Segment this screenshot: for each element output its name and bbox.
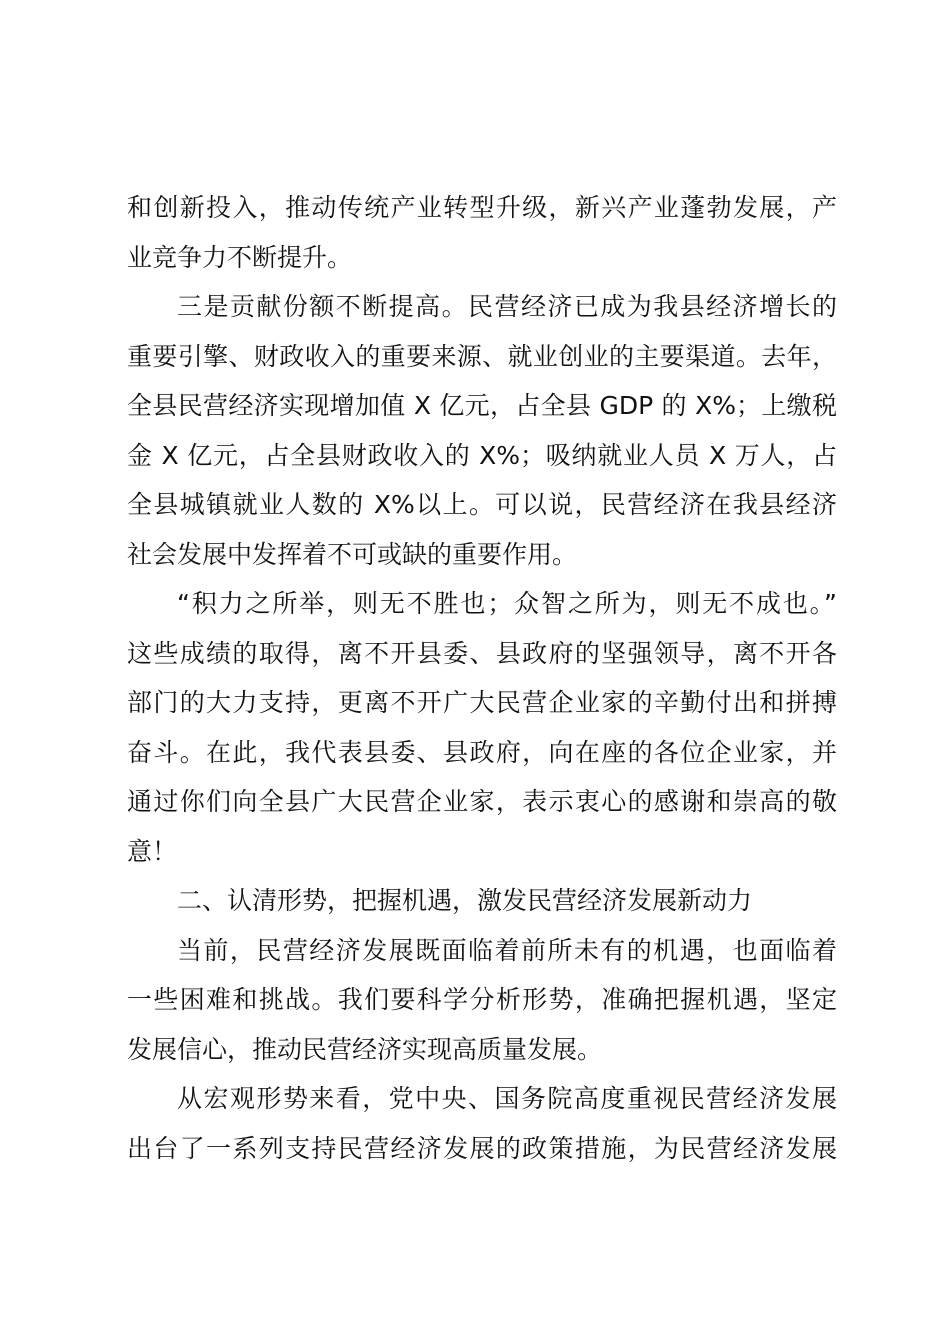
text-line: 当前，民营经济发展既面临着前所未有的机遇，也面临着 [177, 935, 837, 965]
section-heading: 二、认清形势，把握机遇，激发民营经济发展新动力 [177, 886, 753, 915]
text-line: 一些困难和挑战。我们要科学分析形势，准确把握机遇，坚定 [127, 985, 837, 1014]
text-line: 发展信心，推动民营经济实现高质量发展。 [127, 1034, 603, 1064]
text-line: 这些成绩的取得，离不开县委、县政府的坚强领导，离不开各 [127, 638, 837, 668]
text-line: 和创新投入，推动传统产业转型升级，新兴产业蓬勃发展，产 [127, 193, 837, 222]
text-line: “积力之所举，则无不胜也；众智之所为，则无不成也。” [177, 589, 837, 618]
text-line: 出台了一系列支持民营经济发展的政策措施，为民营经济发展 [127, 1133, 837, 1163]
text-line: 从宏观形势来看，党中央、国务院高度重视民营经济发展 [177, 1084, 837, 1113]
text-line: 意！ [127, 836, 178, 866]
text-line: 重要引擎、财政收入的重要来源、就业创业的主要渠道。去年， [127, 341, 837, 371]
text-line: 通过你们向全县广大民营企业家，表示衷心的感谢和崇高的敬 [127, 787, 837, 816]
body-text [127, 183, 837, 1173]
text-line: 部门的大力支持，更离不开广大民营企业家的辛勤付出和拼搏 [127, 688, 837, 717]
text-line: 社会发展中发挥着不可或缺的重要作用。 [127, 539, 578, 569]
text-line: 三是贡献份额不断提高。民营经济已成为我县经济增长的 [177, 292, 837, 321]
text-line: 业竞争力不断提升。 [127, 242, 353, 272]
text-line: 全县城镇就业人数的 X%以上。可以说，民营经济在我县经济 [127, 490, 837, 519]
text-line: 全县民营经济实现增加值 X 亿元，占全县 GDP 的 X%；上缴税 [127, 391, 837, 420]
text-line: 金 X 亿元，占全县财政收入的 X%；吸纳就业人员 X 万人，占 [127, 440, 837, 470]
text-line: 奋斗。在此，我代表县委、县政府，向在座的各位企业家，并 [127, 737, 837, 767]
